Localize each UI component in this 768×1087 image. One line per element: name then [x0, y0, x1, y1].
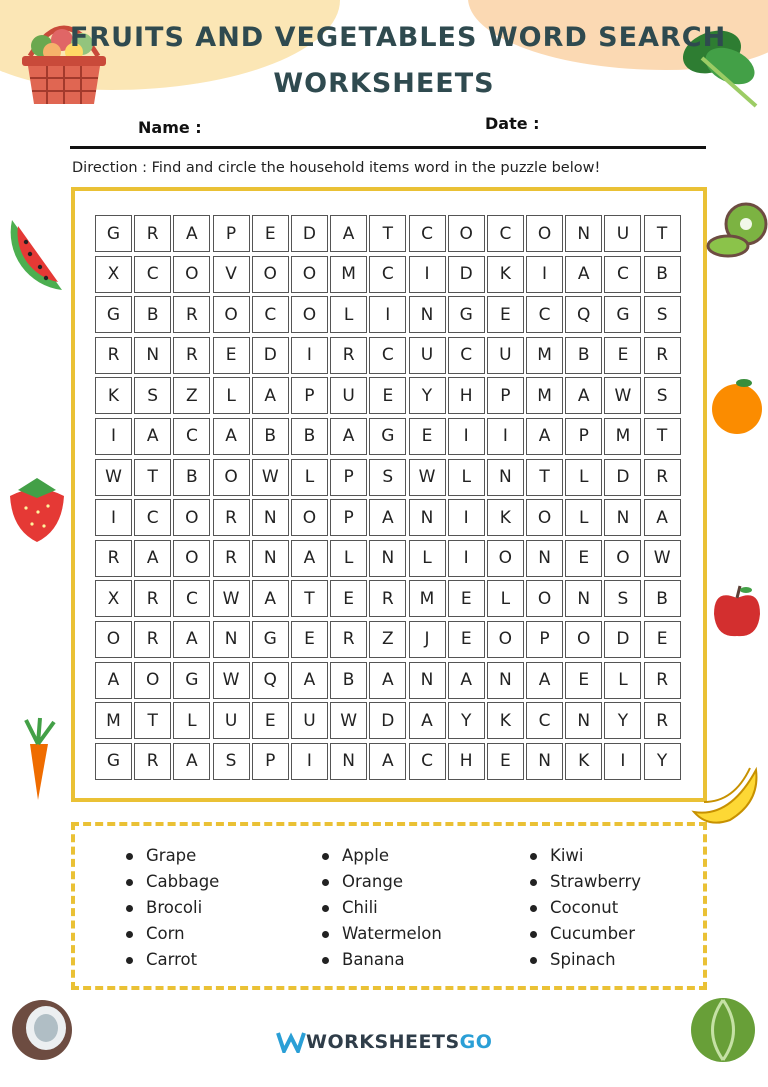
- grid-cell[interactable]: M: [526, 337, 563, 374]
- grid-cell[interactable]: N: [134, 337, 171, 374]
- grid-cell[interactable]: I: [291, 743, 328, 780]
- bullet-icon: [530, 905, 537, 912]
- grid-cell[interactable]: L: [565, 459, 602, 496]
- grid-cell[interactable]: O: [526, 580, 563, 617]
- grid-cell[interactable]: M: [526, 377, 563, 414]
- grid-cell[interactable]: L: [565, 499, 602, 536]
- bullet-icon: [126, 957, 133, 964]
- grid-cell[interactable]: N: [565, 580, 602, 617]
- bullet-icon: [530, 879, 537, 886]
- grid-row: [95, 702, 683, 743]
- grid-row: [95, 256, 683, 297]
- grid-cell[interactable]: O: [487, 540, 524, 577]
- grid-cell[interactable]: E: [448, 580, 485, 617]
- grid-cell[interactable]: M: [330, 256, 367, 293]
- grid-cell[interactable]: E: [487, 743, 524, 780]
- grid-cell[interactable]: W: [213, 580, 250, 617]
- bullet-icon: [322, 853, 329, 860]
- word-list-item: [530, 947, 641, 973]
- grid-cell[interactable]: A: [448, 662, 485, 699]
- grid-cell[interactable]: R: [95, 540, 132, 577]
- bullet-icon: [322, 905, 329, 912]
- grid-cell[interactable]: Y: [409, 377, 446, 414]
- word-list-column-3: [530, 843, 641, 973]
- grid-cell[interactable]: U: [213, 702, 250, 739]
- grid-cell[interactable]: N: [213, 621, 250, 658]
- kiwi-icon: [706, 200, 768, 262]
- grid-cell[interactable]: W: [252, 459, 289, 496]
- grid-cell[interactable]: S: [644, 377, 681, 414]
- grid-cell[interactable]: R: [644, 662, 681, 699]
- grid-cell[interactable]: D: [252, 337, 289, 374]
- grid-cell[interactable]: S: [604, 580, 641, 617]
- cabbage-icon: [682, 990, 764, 1064]
- grid-cell[interactable]: N: [565, 215, 602, 252]
- grid-row: [95, 499, 683, 540]
- date-label: Date :: [485, 114, 540, 133]
- grid-cell[interactable]: A: [134, 540, 171, 577]
- grid-cell[interactable]: Y: [604, 702, 641, 739]
- grid-cell[interactable]: R: [644, 459, 681, 496]
- grid-cell[interactable]: U: [604, 215, 641, 252]
- grid-cell[interactable]: B: [565, 337, 602, 374]
- grid-cell[interactable]: T: [369, 215, 406, 252]
- grid-cell[interactable]: G: [173, 662, 210, 699]
- bullet-icon: [322, 957, 329, 964]
- grid-cell[interactable]: R: [644, 337, 681, 374]
- grid-cell[interactable]: K: [95, 377, 132, 414]
- grid-cell[interactable]: P: [213, 215, 250, 252]
- grid-cell[interactable]: B: [134, 296, 171, 333]
- grid-cell[interactable]: O: [291, 256, 328, 293]
- grid-cell[interactable]: O: [604, 540, 641, 577]
- word-list-item: [530, 921, 641, 947]
- grid-cell[interactable]: W: [604, 377, 641, 414]
- word-list-word: Coconut: [550, 898, 619, 917]
- grid-cell[interactable]: P: [565, 418, 602, 455]
- grid-cell[interactable]: P: [252, 743, 289, 780]
- grid-cell[interactable]: P: [526, 621, 563, 658]
- grid-cell[interactable]: N: [409, 499, 446, 536]
- grid-cell[interactable]: L: [330, 540, 367, 577]
- grid-cell[interactable]: A: [134, 418, 171, 455]
- word-list-word: Apple: [342, 846, 389, 865]
- grid-cell[interactable]: N: [487, 459, 524, 496]
- grid-cell[interactable]: P: [291, 377, 328, 414]
- grid-cell[interactable]: J: [409, 621, 446, 658]
- grid-cell[interactable]: A: [526, 418, 563, 455]
- word-list-column-2: [322, 843, 442, 973]
- grid-cell[interactable]: S: [369, 459, 406, 496]
- grid-cell[interactable]: R: [213, 499, 250, 536]
- grid-cell[interactable]: C: [487, 215, 524, 252]
- grid-cell[interactable]: A: [291, 540, 328, 577]
- name-label: Name :: [138, 118, 202, 137]
- word-list-word: Cucumber: [550, 924, 635, 943]
- grid-cell[interactable]: N: [487, 662, 524, 699]
- grid-cell[interactable]: N: [330, 743, 367, 780]
- grid-cell[interactable]: L: [487, 580, 524, 617]
- grid-cell[interactable]: E: [409, 418, 446, 455]
- grid-cell[interactable]: G: [604, 296, 641, 333]
- grid-cell[interactable]: O: [252, 256, 289, 293]
- word-list-column-1: [126, 843, 219, 973]
- word-list-word: Orange: [342, 872, 403, 891]
- grid-cell[interactable]: C: [369, 337, 406, 374]
- grid-cell[interactable]: H: [448, 743, 485, 780]
- grid-cell[interactable]: T: [526, 459, 563, 496]
- orange-icon: [708, 375, 766, 437]
- grid-cell[interactable]: Z: [369, 621, 406, 658]
- grid-cell[interactable]: E: [369, 377, 406, 414]
- word-list-word: Spinach: [550, 950, 616, 969]
- watermelon-icon: [2, 212, 66, 298]
- grid-cell[interactable]: A: [213, 418, 250, 455]
- grid-cell[interactable]: O: [95, 621, 132, 658]
- grid-cell[interactable]: Y: [448, 702, 485, 739]
- grid-cell[interactable]: C: [369, 256, 406, 293]
- word-list-item: [126, 869, 219, 895]
- word-list-word: Banana: [342, 950, 405, 969]
- bullet-icon: [126, 931, 133, 938]
- grid-cell[interactable]: N: [565, 702, 602, 739]
- header-divider: [70, 146, 706, 149]
- grid-cell[interactable]: E: [604, 337, 641, 374]
- grid-cell[interactable]: N: [604, 499, 641, 536]
- grid-cell[interactable]: N: [369, 540, 406, 577]
- grid-cell[interactable]: D: [291, 215, 328, 252]
- word-list-word: Carrot: [146, 950, 198, 969]
- grid-cell[interactable]: M: [604, 418, 641, 455]
- grid-cell[interactable]: T: [644, 418, 681, 455]
- grid-cell[interactable]: S: [213, 743, 250, 780]
- grid-cell[interactable]: K: [487, 256, 524, 293]
- word-list-item: [126, 947, 219, 973]
- grid-cell[interactable]: O: [487, 621, 524, 658]
- grid-cell[interactable]: A: [369, 499, 406, 536]
- grid-cell[interactable]: E: [487, 296, 524, 333]
- grid-cell[interactable]: E: [565, 540, 602, 577]
- word-list-word: Kiwi: [550, 846, 584, 865]
- grid-cell[interactable]: A: [252, 580, 289, 617]
- grid-cell[interactable]: E: [291, 621, 328, 658]
- bullet-icon: [126, 879, 133, 886]
- grid-cell[interactable]: U: [487, 337, 524, 374]
- grid-cell[interactable]: U: [409, 337, 446, 374]
- grid-cell[interactable]: O: [173, 499, 210, 536]
- grid-cell[interactable]: T: [644, 215, 681, 252]
- grid-cell[interactable]: C: [448, 337, 485, 374]
- grid-cell[interactable]: K: [487, 702, 524, 739]
- banana-icon: [690, 762, 766, 828]
- grid-cell[interactable]: H: [448, 377, 485, 414]
- grid-cell[interactable]: C: [409, 743, 446, 780]
- grid-cell[interactable]: G: [95, 296, 132, 333]
- grid-cell[interactable]: O: [134, 662, 171, 699]
- direction-text: Direction : Find and circle the household items word in the puzzle below!: [72, 160, 601, 176]
- bullet-icon: [530, 957, 537, 964]
- grid-cell[interactable]: A: [369, 662, 406, 699]
- word-search-grid: [95, 215, 683, 783]
- grid-cell[interactable]: N: [252, 540, 289, 577]
- grid-cell[interactable]: E: [252, 215, 289, 252]
- page-title-line1: FRUITS AND VEGETABLES WORD SEARCH: [69, 22, 727, 53]
- word-list-item: [530, 869, 641, 895]
- grid-cell[interactable]: T: [134, 459, 171, 496]
- grid-cell[interactable]: A: [330, 418, 367, 455]
- word-list-word: Grape: [146, 846, 197, 865]
- grid-cell[interactable]: I: [604, 743, 641, 780]
- grid-cell[interactable]: A: [409, 702, 446, 739]
- grid-cell[interactable]: W: [644, 540, 681, 577]
- grid-cell[interactable]: T: [291, 580, 328, 617]
- coconut-icon: [6, 994, 78, 1062]
- grid-row: [95, 621, 683, 662]
- grid-cell[interactable]: W: [409, 459, 446, 496]
- grid-cell[interactable]: C: [173, 580, 210, 617]
- grid-cell[interactable]: X: [95, 256, 132, 293]
- grid-cell[interactable]: Z: [173, 377, 210, 414]
- grid-cell[interactable]: I: [291, 337, 328, 374]
- grid-cell[interactable]: I: [95, 499, 132, 536]
- page-title-line2: WORKSHEETS: [273, 68, 495, 99]
- grid-cell[interactable]: O: [291, 296, 328, 333]
- brand-logo: [276, 1030, 492, 1054]
- bullet-icon: [530, 931, 537, 938]
- word-list-item: [126, 843, 219, 869]
- grid-cell[interactable]: N: [526, 743, 563, 780]
- grid-cell[interactable]: R: [134, 215, 171, 252]
- grid-cell[interactable]: I: [369, 296, 406, 333]
- grid-cell[interactable]: R: [173, 337, 210, 374]
- word-list-item: [126, 921, 219, 947]
- grid-cell[interactable]: N: [409, 662, 446, 699]
- word-list-item: [322, 895, 442, 921]
- grid-cell[interactable]: V: [213, 256, 250, 293]
- grid-cell[interactable]: D: [604, 459, 641, 496]
- grid-cell[interactable]: I: [448, 499, 485, 536]
- grid-cell[interactable]: N: [252, 499, 289, 536]
- grid-cell[interactable]: B: [291, 418, 328, 455]
- grid-cell[interactable]: P: [487, 377, 524, 414]
- grid-cell[interactable]: O: [173, 540, 210, 577]
- grid-cell[interactable]: G: [448, 296, 485, 333]
- word-list-word: Brocoli: [146, 898, 203, 917]
- grid-cell[interactable]: E: [330, 580, 367, 617]
- grid-cell[interactable]: O: [213, 459, 250, 496]
- grid-cell[interactable]: A: [565, 256, 602, 293]
- grid-cell[interactable]: W: [95, 459, 132, 496]
- grid-cell[interactable]: R: [369, 580, 406, 617]
- grid-row: [95, 580, 683, 621]
- grid-row: [95, 540, 683, 581]
- word-list-word: Watermelon: [342, 924, 442, 943]
- grid-cell[interactable]: O: [526, 215, 563, 252]
- word-list-word: Cabbage: [146, 872, 220, 891]
- brand-name-part2: GO: [459, 1031, 493, 1053]
- grid-cell[interactable]: Q: [565, 296, 602, 333]
- grid-cell[interactable]: R: [134, 621, 171, 658]
- grid-cell[interactable]: O: [565, 621, 602, 658]
- grid-cell[interactable]: C: [409, 215, 446, 252]
- grid-cell[interactable]: A: [173, 215, 210, 252]
- grid-cell[interactable]: G: [369, 418, 406, 455]
- grid-cell[interactable]: I: [487, 418, 524, 455]
- grid-cell[interactable]: U: [330, 377, 367, 414]
- worksheetsgo-logo-icon: [276, 1031, 306, 1053]
- grid-cell[interactable]: O: [173, 256, 210, 293]
- grid-cell[interactable]: C: [526, 296, 563, 333]
- grid-cell[interactable]: W: [330, 702, 367, 739]
- grid-cell[interactable]: L: [291, 459, 328, 496]
- grid-cell[interactable]: P: [330, 459, 367, 496]
- grid-cell[interactable]: L: [173, 702, 210, 739]
- grid-cell[interactable]: K: [487, 499, 524, 536]
- grid-cell[interactable]: L: [330, 296, 367, 333]
- word-list-word: Strawberry: [550, 872, 641, 891]
- grid-cell[interactable]: C: [252, 296, 289, 333]
- brand-name-part1: WORKSHEETS: [306, 1031, 460, 1053]
- word-list-word: Chili: [342, 898, 378, 917]
- grid-row: [95, 743, 683, 784]
- word-list-item: [126, 895, 219, 921]
- grid-cell[interactable]: P: [330, 499, 367, 536]
- grid-cell[interactable]: L: [213, 377, 250, 414]
- grid-cell[interactable]: I: [409, 256, 446, 293]
- grid-cell[interactable]: N: [409, 296, 446, 333]
- grid-cell[interactable]: A: [526, 662, 563, 699]
- grid-cell[interactable]: I: [448, 540, 485, 577]
- grid-cell[interactable]: C: [134, 256, 171, 293]
- word-list-word: Corn: [146, 924, 185, 943]
- grid-cell[interactable]: I: [448, 418, 485, 455]
- grid-cell[interactable]: A: [644, 499, 681, 536]
- grid-cell[interactable]: O: [526, 499, 563, 536]
- grid-cell[interactable]: K: [565, 743, 602, 780]
- grid-cell[interactable]: R: [173, 296, 210, 333]
- grid-cell[interactable]: T: [134, 702, 171, 739]
- grid-cell[interactable]: B: [252, 418, 289, 455]
- grid-cell[interactable]: Y: [644, 743, 681, 780]
- bullet-icon: [322, 931, 329, 938]
- bullet-icon: [126, 905, 133, 912]
- grid-cell[interactable]: E: [213, 337, 250, 374]
- grid-cell[interactable]: A: [565, 377, 602, 414]
- grid-row: [95, 296, 683, 337]
- grid-cell[interactable]: R: [213, 540, 250, 577]
- grid-cell[interactable]: R: [330, 337, 367, 374]
- word-list-item: [322, 947, 442, 973]
- grid-cell[interactable]: B: [644, 256, 681, 293]
- grid-cell[interactable]: B: [644, 580, 681, 617]
- grid-cell[interactable]: G: [95, 743, 132, 780]
- grid-cell[interactable]: U: [291, 702, 328, 739]
- grid-cell[interactable]: L: [409, 540, 446, 577]
- grid-cell[interactable]: C: [134, 499, 171, 536]
- grid-row: [95, 662, 683, 703]
- word-list-item: [322, 843, 442, 869]
- grid-cell[interactable]: G: [252, 621, 289, 658]
- grid-cell[interactable]: I: [95, 418, 132, 455]
- grid-cell[interactable]: O: [448, 215, 485, 252]
- grid-cell[interactable]: A: [330, 215, 367, 252]
- grid-cell[interactable]: R: [644, 702, 681, 739]
- grid-cell[interactable]: N: [526, 540, 563, 577]
- grid-cell[interactable]: X: [95, 580, 132, 617]
- grid-cell[interactable]: S: [644, 296, 681, 333]
- grid-row: [95, 337, 683, 378]
- grid-cell[interactable]: Q: [252, 662, 289, 699]
- grid-cell[interactable]: B: [330, 662, 367, 699]
- bullet-icon: [126, 853, 133, 860]
- grid-cell[interactable]: D: [448, 256, 485, 293]
- grid-cell[interactable]: C: [173, 418, 210, 455]
- word-list-item: [530, 895, 641, 921]
- grid-cell[interactable]: D: [604, 621, 641, 658]
- grid-cell[interactable]: A: [369, 743, 406, 780]
- brand-name: [306, 1031, 492, 1053]
- grid-cell[interactable]: C: [604, 256, 641, 293]
- grid-cell[interactable]: M: [95, 702, 132, 739]
- grid-cell[interactable]: I: [526, 256, 563, 293]
- grid-cell[interactable]: O: [213, 296, 250, 333]
- grid-row: [95, 215, 683, 256]
- grid-cell[interactable]: L: [604, 662, 641, 699]
- grid-cell[interactable]: W: [213, 662, 250, 699]
- grid-cell[interactable]: B: [173, 459, 210, 496]
- grid-cell[interactable]: G: [95, 215, 132, 252]
- grid-row: [95, 377, 683, 418]
- grid-cell[interactable]: A: [173, 621, 210, 658]
- grid-row: [95, 459, 683, 500]
- apple-icon: [710, 584, 764, 640]
- grid-cell[interactable]: E: [565, 662, 602, 699]
- grid-cell[interactable]: D: [369, 702, 406, 739]
- grid-cell[interactable]: A: [252, 377, 289, 414]
- grid-cell[interactable]: E: [644, 621, 681, 658]
- grid-cell[interactable]: A: [291, 662, 328, 699]
- grid-cell[interactable]: A: [95, 662, 132, 699]
- word-list-item: [322, 921, 442, 947]
- grid-cell[interactable]: E: [448, 621, 485, 658]
- bullet-icon: [530, 853, 537, 860]
- grid-cell[interactable]: L: [448, 459, 485, 496]
- grid-cell[interactable]: S: [134, 377, 171, 414]
- strawberry-icon: [4, 472, 70, 544]
- grid-cell[interactable]: O: [291, 499, 328, 536]
- grid-cell[interactable]: R: [95, 337, 132, 374]
- grid-cell[interactable]: C: [526, 702, 563, 739]
- grid-cell[interactable]: R: [330, 621, 367, 658]
- word-list-item: [530, 843, 641, 869]
- grid-row: [95, 418, 683, 459]
- word-list-item: [322, 869, 442, 895]
- grid-cell[interactable]: A: [173, 743, 210, 780]
- grid-cell[interactable]: M: [409, 580, 446, 617]
- carrot-icon: [18, 716, 62, 802]
- grid-cell[interactable]: E: [252, 702, 289, 739]
- grid-cell[interactable]: R: [134, 743, 171, 780]
- bullet-icon: [322, 879, 329, 886]
- grid-cell[interactable]: R: [134, 580, 171, 617]
